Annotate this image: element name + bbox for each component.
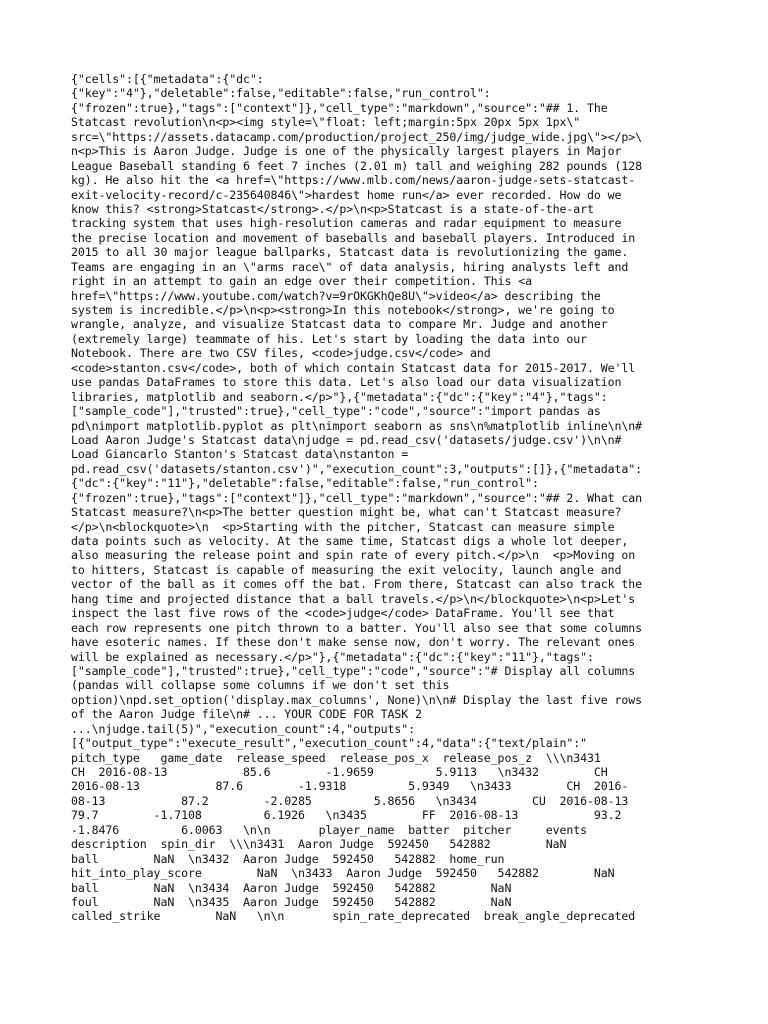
text-line: hit_into_play_score NaN \n3433 Aaron Judge 592450 542882 NaN <box>71 866 615 881</box>
text-line: League Baseball standing 6 feet 7 inches (2.01 m) tall and weighing 282 pounds (128 <box>71 158 643 173</box>
text-line: right in an attempt to gain an edge over their competition. This <a <box>71 274 532 289</box>
text-line: system is incredible.</p>\n<p><strong>In this notebook</strong>, we're going to <box>71 303 615 317</box>
text-line: 2015 to all 30 major league ballparks, Statcast data is revolutionizing the game. <box>71 245 629 260</box>
text-line: called_strike NaN \n\n spin_rate_deprecated break_angle_deprecated <box>71 909 636 924</box>
text-line: {"key":"4"},"deletable":false,"editable":false,"run_control": <box>71 86 491 101</box>
text-line: Notebook. There are two CSV files, <code>judge.csv</code> and <box>71 346 491 361</box>
text-line: (pandas will collapse some columns if we don't set this <box>71 678 450 693</box>
text-line: ball NaN \n3432 Aaron Judge 592450 542882 home_run <box>71 851 505 866</box>
text-line: data points such as velocity. At the same time, Statcast digs a whole lot deeper, <box>71 534 629 548</box>
text-line: vector of the ball as it comes off the bat. From there, Statcast can also track the <box>71 577 643 592</box>
text-line: foul NaN \n3435 Aaron Judge 592450 542882 NaN <box>71 894 512 909</box>
text-line: exit-velocity-record/c-235640846\">hardest home run</a> ever recorded. How do we <box>71 187 622 202</box>
text-line: option)\npd.set_option('display.max_columns', None)\n\n# Display the last five rows <box>71 692 643 707</box>
text-line: the precise location and movement of baseballs and baseball players. Introduced in <box>71 230 636 245</box>
text-line: have esoteric names. If these don't make sense now, don't worry. The relevant ones <box>71 635 636 650</box>
document-page <box>71 72 701 924</box>
text-line: pd.read_csv('datasets/stanton.csv')","execution_count":3,"outputs":[]},{"metadata": <box>71 461 643 476</box>
text-line: {"frozen":true},"tags":["context"]},"cell_type":"markdown","source":"## 2. What can <box>71 490 643 505</box>
text-line: </p>\n<blockquote>\n <p>Starting with the pitcher, Statcast can measure simple <box>71 519 615 534</box>
text-line: Load Aaron Judge's Statcast data\njudge = pd.read_csv('datasets/judge.csv')\n\n# <box>71 432 622 447</box>
text-line: Teams are engaging in an \"arms race\" of data analysis, hiring analysts left and <box>71 259 629 274</box>
text-line: ball NaN \n3434 Aaron Judge 592450 542882 NaN <box>71 880 512 895</box>
text-line: 79.7 -1.7108 6.1926 \n3435 FF 2016-08-13 93.2 <box>71 808 622 823</box>
text-line: description spin_dir \\\n3431 Aaron Judge 592450 542882 NaN <box>71 837 567 852</box>
text-line: ["sample_code"],"trusted":true},"cell_type":"code","source":"# Display all columns <box>71 663 636 678</box>
text-line: hang time and projected distance that a ball travels.</p>\n</blockquote>\n<p>Let's <box>71 591 636 606</box>
text-line: each row represents one pitch thrown to a batter. You'll also see that some columns <box>71 620 643 635</box>
text-line: n<p>This is Aaron Judge. Judge is one of the physically largest players in Major <box>71 144 622 159</box>
text-line: will be explained as necessary.</p>"},{"metadata":{"dc":{"key":"11"},"tags": <box>71 649 594 664</box>
text-line: pd\nimport matplotlib.pyplot as plt\nimport seaborn as sns\n%matplotlib inline\n\n# <box>71 418 643 433</box>
text-line: [{"output_type":"execute_result","execution_count":4,"data":{"text/plain":" <box>71 736 588 751</box>
text-line: <code>stanton.csv</code>, both of which contain Statcast data for 2015-2017. We'll <box>71 360 636 375</box>
text-line: Statcast measure?\n<p>The better question might be, what can't Statcast measure? <box>71 505 622 520</box>
text-line: ...\njudge.tail(5)","execution_count":4,"outputs": <box>71 721 416 736</box>
text-line: pitch_type game_date release_speed release_pos_x release_pos_z \\\n3431 <box>71 750 601 765</box>
text-line: Statcast revolution\n<p><img style=\"float: left;margin:5px 20px 5px 1px\" <box>71 115 581 130</box>
text-line: CH 2016-08-13 85.6 -1.9659 5.9113 \n3432 CH <box>71 765 608 779</box>
text-line: src=\"https://assets.datacamp.com/production/project_250/img/judge_wide.jpg\"></p>\ <box>71 129 643 144</box>
text-line: Load Giancarlo Stanton's Statcast data\nstanton = <box>71 447 409 462</box>
text-line: {"frozen":true},"tags":["context"]},"cell_type":"markdown","source":"## 1. The <box>71 100 608 115</box>
text-line: of the Aaron Judge file\n# ... YOUR CODE FOR TASK 2 <box>71 707 422 722</box>
text-line: href=\"https://www.youtube.com/watch?v=9rOKGKhQe8U\">video</a> describing the <box>71 288 601 303</box>
text-line: inspect the last five rows of the <code>judge</code> DataFrame. You'll see that <box>71 606 615 621</box>
text-line: wrangle, analyze, and visualize Statcast data to compare Mr. Judge and another <box>71 317 608 332</box>
text-line: to hitters, Statcast is capable of measuring the exit velocity, launch angle and <box>71 562 622 577</box>
text-line: -1.8476 6.0063 \n\n player_name batter pitcher events <box>71 822 588 837</box>
text-line: also measuring the release point and spin rate of every pitch.</p>\n <p>Moving on <box>71 548 636 563</box>
text-line: use pandas DataFrames to store this data. Let's also load our data visualization <box>71 375 622 390</box>
text-line: {"cells":[{"metadata":{"dc": <box>71 72 264 86</box>
text-line: libraries, matplotlib and seaborn.</p>"},{"metadata":{"dc":{"key":"4"},"tags": <box>71 389 608 404</box>
text-line: 2016-08-13 87.6 -1.9318 5.9349 \n3433 CH 2016- <box>71 779 629 794</box>
text-line: (extremely large) teammate of his. Let's start by loading the data into our <box>71 331 588 346</box>
text-line: kg). He also hit the <a href=\"https://www.mlb.com/news/aaron-judge-sets-statcast- <box>71 173 636 188</box>
text-line: {"dc":{"key":"11"},"deletable":false,"editable":false,"run_control": <box>71 476 539 491</box>
text-line: ["sample_code"],"trusted":true},"cell_type":"code","source":"import pandas as <box>71 404 601 419</box>
text-line: know this? <strong>Statcast</strong>.</p>\n<p>Statcast is a state-of-the-art <box>71 201 594 216</box>
text-line: 08-13 87.2 -2.0285 5.8656 \n3434 CU 2016-08-13 <box>71 793 629 808</box>
text-line: tracking system that uses high-resolution cameras and radar equipment to measure <box>71 216 622 231</box>
